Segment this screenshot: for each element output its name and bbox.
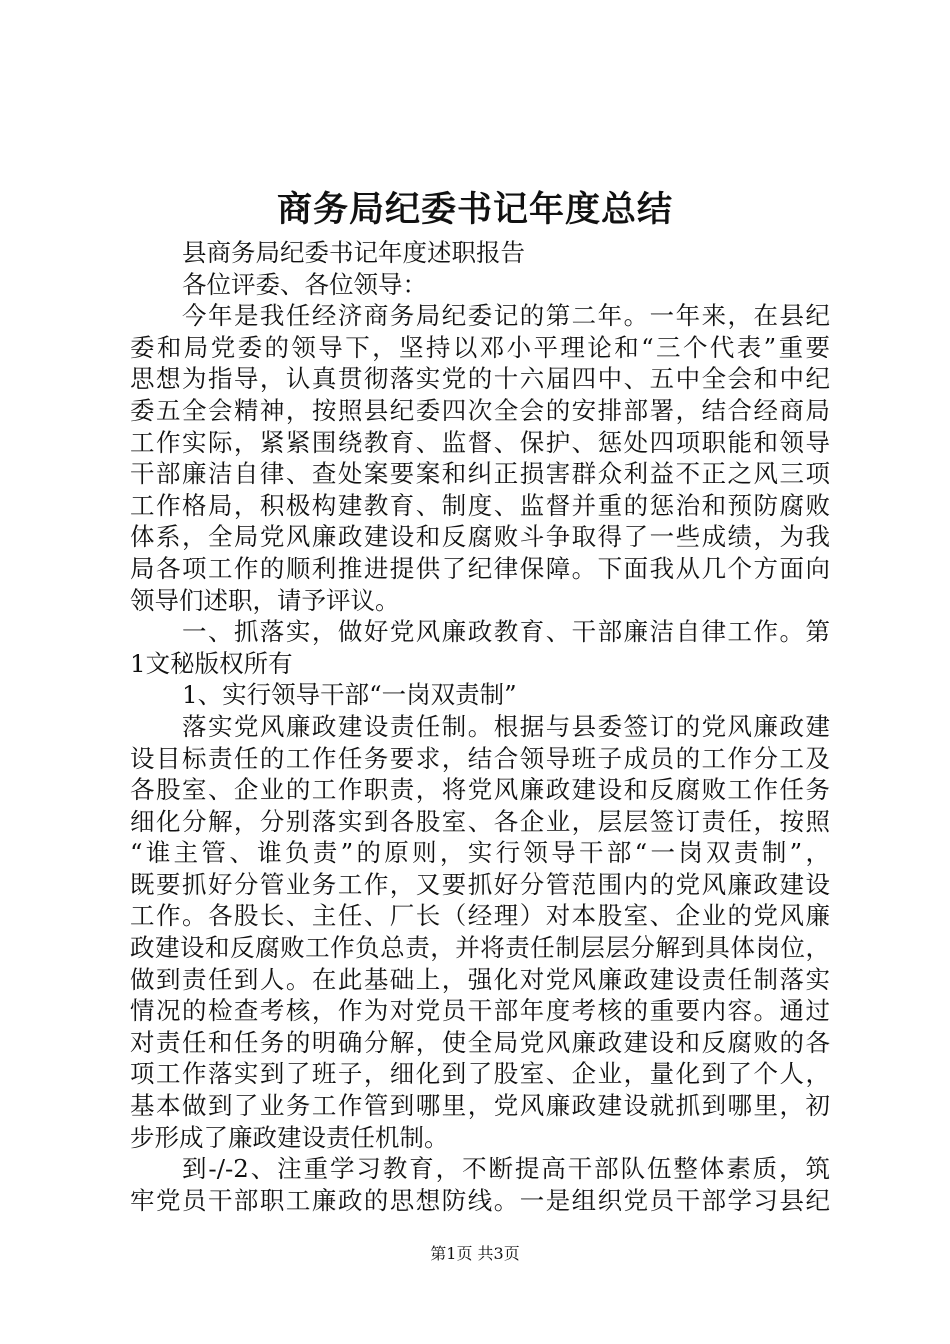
text-line: 工作实际，紧紧围绕教育、监督、保护、惩处四项职能和领导 [130,427,830,457]
text-line: 牢党员干部职工廉政的思想防线。一是组织党员干部学习县纪 [130,1185,830,1215]
text-line: 到-/-2、注重学习教育，不断提高干部队伍整体素质，筑 [182,1154,830,1184]
text-line: 既要抓好分管业务工作，又要抓好分管范围内的党风廉政建设 [130,869,830,899]
text-line: 步形成了廉政建设责任机制。 [130,1122,449,1152]
text-line: 领导们述职，请予评议。 [130,585,400,615]
text-line: 工作格局，积极构建教育、制度、监督并重的惩治和预防腐败 [130,490,830,520]
text-line: 委和局党委的领导下，坚持以邓小平理论和“三个代表”重要 [130,332,830,362]
document-body [130,237,830,1216]
document-title: 商务局纪委书记年度总结 [276,190,673,230]
text-line: 工作。各股长、主任、厂长（经理）对本股室、企业的党风廉 [130,901,830,931]
text-line: 各位评委、各位领导： [182,269,427,299]
text-line: “谁主管、谁负责”的原则，实行领导干部“一岗双责制”， [130,838,830,868]
text-line: 落实党风廉政建设责任制。根据与县委签订的党风廉政建 [182,711,830,741]
text-line: 对责任和任务的明确分解，使全局党风廉政建设和反腐败的各 [130,1027,830,1057]
text-line: 一、抓落实，做好党风廉政教育、干部廉洁自律工作。第 [182,617,830,647]
text-line: 1文秘版权所有 [130,648,293,678]
text-line: 思想为指导，认真贯彻落实党的十六届四中、五中全会和中纪 [130,364,830,394]
text-line: 各股室、企业的工作职责，将党风廉政建设和反腐败工作任务 [130,775,830,805]
text-line: 县商务局纪委书记年度述职报告 [182,238,525,267]
text-line: 项工作落实到了班子，细化到了股室、企业，量化到了个人， [130,1059,830,1089]
page-footer: 第1页 共3页 [430,1244,520,1263]
text-line: 做到责任到人。在此基础上，强化对党风廉政建设责任制落实 [130,964,830,994]
text-line: 设目标责任的工作任务要求，结合领导班子成员的工作分工及 [130,743,830,773]
text-line: 细化分解，分别落实到各股室、各企业，层层签订责任，按照 [130,806,830,836]
text-line: 今年是我任经济商务局纪委记的第二年。一年来，在县纪 [182,301,830,331]
text-line: 1、实行领导干部“一岗双责制” [182,680,517,710]
text-line: 情况的检查考核，作为对党员干部年度考核的重要内容。通过 [130,996,830,1026]
text-line: 基本做到了业务工作管到哪里，党风廉政建设就抓到哪里，初 [130,1091,830,1121]
text-line: 政建设和反腐败工作负总责，并将责任制层层分解到具体岗位， [130,933,830,963]
text-line: 局各项工作的顺利推进提供了纪律保障。下面我从几个方面向 [130,553,830,583]
text-line: 体系，全局党风廉政建设和反腐败斗争取得了一些成绩，为我 [130,522,830,552]
text-line: 委五全会精神，按照县纪委四次全会的安排部署，结合经商局 [130,395,830,425]
text-line: 干部廉洁自律、查处案要案和纠正损害群众利益不正之风三项 [130,459,830,489]
